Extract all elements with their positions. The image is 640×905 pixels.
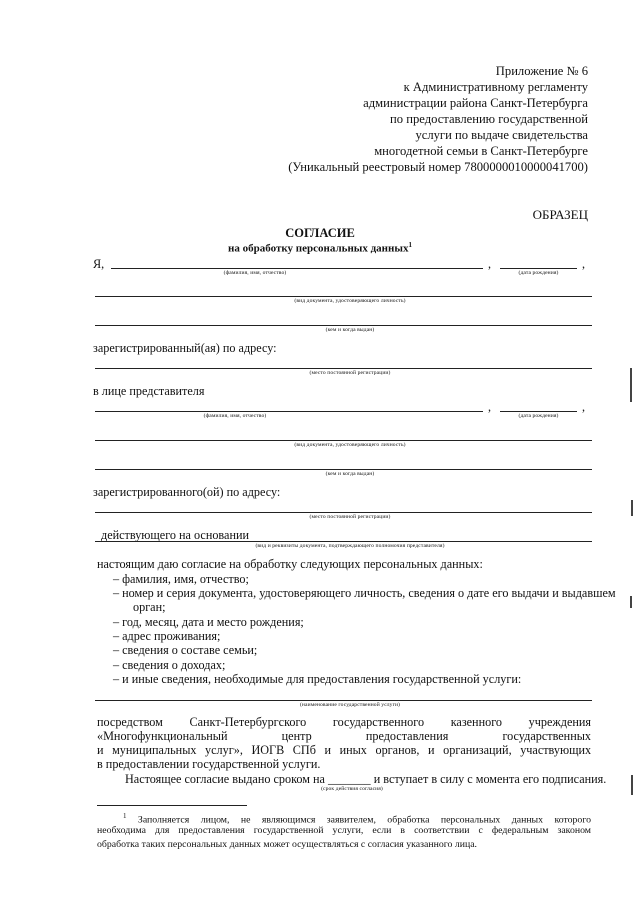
comma-separator: , xyxy=(488,257,492,271)
caption-rep-dob: (дата рождения) xyxy=(518,413,559,419)
comma-separator: , xyxy=(582,257,586,271)
consent-intro: настоящим даю согласие на обработку следующих персональных данных: xyxy=(97,557,483,571)
caption-rep-issued-by: (кем и когда выдан) xyxy=(325,471,375,477)
service-name-field-line[interactable] xyxy=(95,700,592,701)
list-item: – фамилия, имя, отчество; xyxy=(113,572,249,586)
caption-dob: (дата рождения) xyxy=(518,270,559,276)
rep-id-document-field-line[interactable] xyxy=(95,440,592,441)
caption-rep-id-document: (вид документа, удостоверяющего личность) xyxy=(294,442,406,448)
header-line-service: услуги по выдаче свидетельства xyxy=(415,128,588,142)
list-item: – адрес проживания; xyxy=(113,629,221,643)
rep-registered-label: зарегистрированного(ой) по адресу: xyxy=(93,485,281,499)
authority-document-field-line[interactable] xyxy=(95,541,592,542)
scan-edge-mark xyxy=(630,368,632,402)
representative-label: в лице представителя xyxy=(93,384,205,398)
rep-registration-field-line[interactable] xyxy=(95,512,592,513)
caption-term: (срок действия согласия) xyxy=(321,786,383,792)
rep-fio-field-line[interactable] xyxy=(95,411,483,412)
caption-fio: (фамилия, имя, отчество) xyxy=(223,270,287,276)
appendix-number: Приложение № 6 xyxy=(495,64,588,78)
caption-registration: (место постоянной регистрации) xyxy=(309,370,391,376)
registered-label: зарегистрированный(ая) по адресу: xyxy=(93,341,277,355)
footnote-ref: 1 xyxy=(123,812,127,820)
caption-issued-by: (кем и когда выдан) xyxy=(325,327,375,333)
subtitle-footnote-ref: 1 xyxy=(408,241,412,249)
list-item: – сведения о составе семьи; xyxy=(113,643,258,657)
caption-rep-registration: (место постоянной регистрации) xyxy=(309,514,391,520)
caption-authority-document: (вид и реквизиты документа, подтверждающего полномочия представителя) xyxy=(255,543,445,549)
header-line-administration: администрации района Санкт-Петербурга xyxy=(363,96,588,110)
registration-field-line[interactable] xyxy=(95,368,592,369)
sample-label: ОБРАЗЕЦ xyxy=(532,207,588,222)
fio-field-line[interactable] xyxy=(111,268,483,269)
footnote-line: обработка таких персональных данных может осуществляться с согласия указанного лица. xyxy=(97,839,478,850)
header-line-provision: по предоставлению государственной xyxy=(390,112,588,126)
footnote-line: необходима для предоставления государственной услуги, если в соответствии с федеральным законом xyxy=(97,825,591,836)
term-blank[interactable]: _______ xyxy=(327,772,371,786)
header-line-registry-number: (Уникальный реестровый номер 7800000010000041700) xyxy=(288,160,588,174)
header-line-family: многодетной семьи в Санкт-Петербурге xyxy=(374,144,588,158)
list-item: орган; xyxy=(133,600,166,614)
issued-by-field-line[interactable] xyxy=(95,325,592,326)
scan-edge-mark xyxy=(631,500,633,516)
term-sentence xyxy=(125,772,606,787)
ya-label: Я, xyxy=(93,257,105,271)
caption-service-name: (наименование государственной услуги) xyxy=(299,702,401,708)
list-item: – сведения о доходах; xyxy=(113,658,226,672)
scan-edge-mark xyxy=(630,596,632,608)
body-line: посредством Санкт-Петербургского государственного казенного учреждения xyxy=(97,715,592,729)
caption-rep-fio: (фамилия, имя, отчество) xyxy=(203,413,267,419)
id-document-field-line[interactable] xyxy=(95,296,592,297)
list-item: – номер и серия документа, удостоверяющего личность, сведения о дате его выдачи и выдавшем xyxy=(113,586,616,600)
caption-id-document: (вид документа, удостоверяющего личность) xyxy=(294,298,406,304)
subtitle-text: на обработку персональных данных xyxy=(228,242,409,255)
body-line: «Многофункциональный центр предоставления государственных xyxy=(97,729,591,743)
header-line-regulation: к Административному регламенту xyxy=(403,80,588,94)
comma-separator: , xyxy=(582,400,586,414)
comma-separator: , xyxy=(488,400,492,414)
term-after: и вступает в силу с момента его подписания. xyxy=(373,772,607,786)
term-before: Настоящее согласие выдано сроком на xyxy=(125,772,325,786)
document-title: СОГЛАСИЕ xyxy=(285,226,355,240)
acting-on-basis-label: действующего на основании xyxy=(101,528,250,542)
dob-field-line[interactable] xyxy=(500,268,577,269)
body-line: в предоставлении государственной услуги. xyxy=(97,757,321,771)
rep-dob-field-line[interactable] xyxy=(500,411,577,412)
body-line: и муниципальных услуг», ИОГВ СПб и иных органов, и организаций, участвующих xyxy=(97,743,592,757)
list-item: – и иные сведения, необходимые для предоставления государственной услуги: xyxy=(113,672,522,686)
document-subtitle xyxy=(0,241,640,255)
rep-issued-by-field-line[interactable] xyxy=(95,469,592,470)
list-item: – год, месяц, дата и место рождения; xyxy=(113,615,304,629)
scan-edge-mark xyxy=(631,775,633,795)
footnote-divider xyxy=(97,805,247,806)
footnote-line: $^1$ Заполняется лицом, не являющимся заявителем, обработка персональных данных которого xyxy=(123,812,591,826)
